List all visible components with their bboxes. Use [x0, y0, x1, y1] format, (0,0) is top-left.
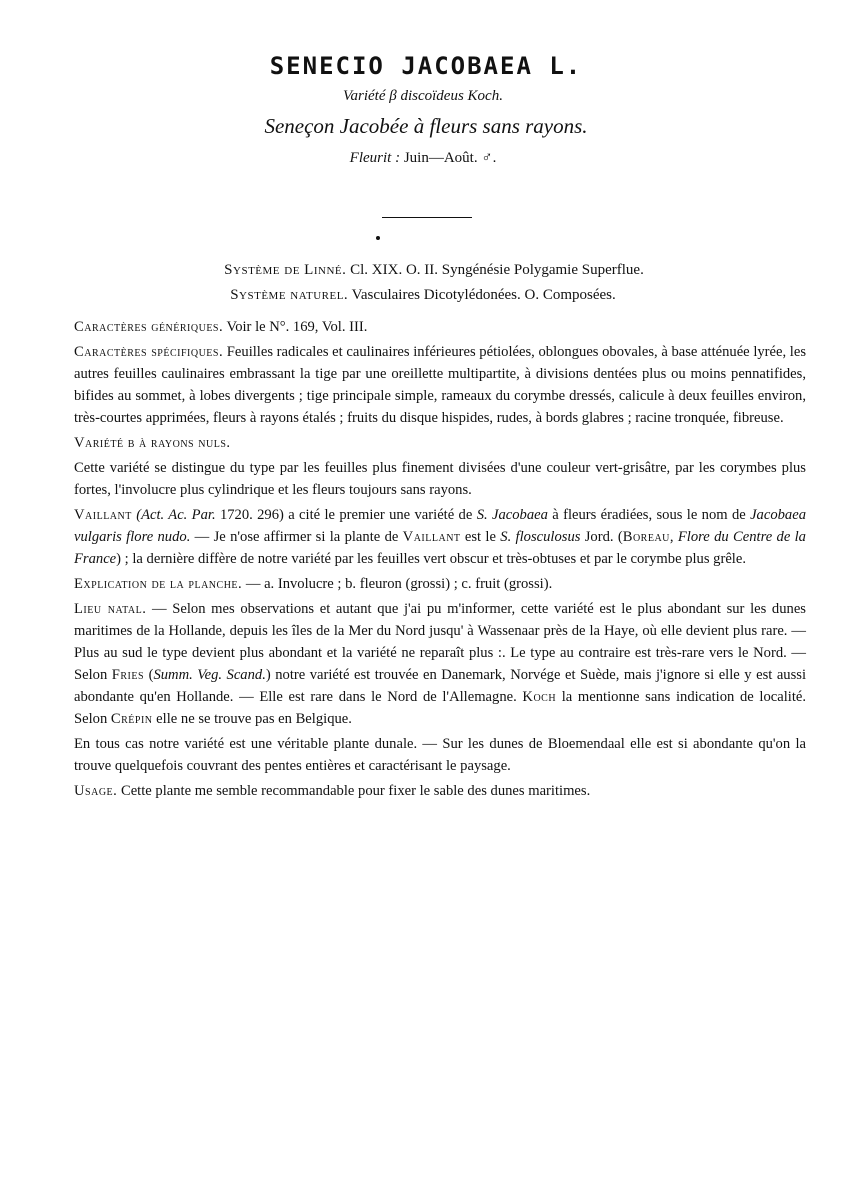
variety-label: Variété β à rayons nuls. [74, 435, 231, 451]
system-linne-text: Cl. XIX. O. II. Syngénésie Polygamie Superflue. [350, 262, 644, 278]
specific-label: Caractères spécifiques. [74, 344, 224, 360]
lieu-text-5: elle ne se trouve pas en Belgique. [152, 711, 352, 727]
lieu-label: Lieu natal. [74, 601, 147, 617]
generic-text: Voir le N°. 169, Vol. III. [226, 319, 368, 335]
dunale-text: En tous cas notre variété est une véritable plante dunale. — Sur les dunes de Bloemendaal elle est si abondante qu'on la trouve quelquefois couvrant des pentes entières et caractérisant le paysage. [74, 736, 806, 774]
vaillant-italic-3: S. flosculosus [500, 529, 581, 545]
vaillant-italic-2: Jacobaea vulgaris flore nudo. [74, 507, 806, 545]
french-name: Seneçon Jacobée à fleurs sans rayons. [264, 114, 588, 138]
vaillant-paragraph [74, 504, 806, 570]
system-naturel-text: Vasculaires Dicotylédonées. O. Composées. [351, 287, 616, 303]
generic-characters [74, 316, 806, 338]
lieu-text-2: ( [144, 667, 154, 683]
variety-heading [74, 432, 806, 454]
divider-dot [376, 236, 380, 240]
vaillant-italic-1: S. Jacobaea [476, 507, 548, 523]
specific-text: Feuilles radicales et caulinaires inférieures pétiolées, oblongues obovales, à base atténuée lyrée, les autres feuilles caulinaires embrassant la tige par une oreillette multipartite, à divisions dentées plus ou moins pennatifides, bifides au sommet, à lobes divergents ; tige principale simple, rameaux du corymbe dressés, calicule à deux feuilles environ, très-courtes apprimées, fleurs à rayons étalés ; fruits du disque hispides, rudes, à bords glabres ; racine tronquée, fibreuse. [74, 344, 807, 426]
flowering-label: Fleurit : [349, 150, 401, 166]
body-text [74, 316, 806, 805]
system-naturel [0, 287, 846, 304]
vaillant-ref: (Act. Ac. Par. [136, 507, 216, 523]
flowering-value: Juin—Août. ♂. [403, 150, 497, 166]
vaillant-smallcaps-2: Boreau [622, 529, 670, 545]
lieu-smallcaps-1: Fries [111, 667, 145, 683]
vaillant-smallcaps-1: Vaillant [402, 529, 461, 545]
explication-text: — a. Involucre ; b. fleuron (grossi) ; c. fruit (grossi). [245, 576, 553, 592]
generic-label: Caractères génériques. [74, 319, 224, 335]
native-place [74, 598, 806, 730]
system-linne-label: Système de Linné. [224, 262, 347, 278]
plate-explanation [74, 573, 806, 595]
variety-description [74, 457, 806, 501]
vaillant-text-7: ) ; la dernière diffère de notre variété par les feuilles vert obscur et très-obtuses et par le corymbe plus grêle. [116, 551, 746, 567]
lieu-smallcaps-3: Crépin [110, 711, 153, 727]
system-naturel-label: Système naturel. [230, 287, 349, 303]
lieu-smallcaps-2: Koch [522, 689, 557, 705]
flowering-line [0, 150, 846, 167]
lieu-text-4: la mentionne sans indication de localité. Selon [74, 689, 807, 727]
dunale-paragraph [74, 733, 806, 777]
lieu-italic-1: Summ. Veg. Scand. [153, 667, 266, 683]
specific-characters [74, 341, 806, 429]
divider-rule [382, 217, 472, 218]
usage-paragraph [74, 780, 806, 802]
vaillant-text-4: est le [460, 529, 501, 545]
page-title: SENECIO JACOBAEA L. [269, 52, 583, 80]
usage-label: Usage. [74, 783, 118, 799]
vaillant-italic-4: Flore du Centre de la France [74, 529, 806, 567]
vaillant-text-6: , [669, 529, 678, 545]
lieu-text-1: — Selon mes observations et autant que j'ai pu m'informer, cette variété est le plus abondant sur les dunes maritimes de la Hollande, depuis les îles de la Mer du Nord jusqu' à Wassenaar près de la Haye, où elle devient plus rare. — Plus au sud le type devient plus abondant et la variété ne reparaît plus :. Le type au contraire est très-rare vers le Nord. — Selon [74, 601, 806, 683]
vaillant-text-1: 1720. 296) a cité le premier une variété de [215, 507, 477, 523]
variety-text: Cette variété se distingue du type par les feuilles plus finement divisées d'une couleur vert-grisâtre, par les corymbes plus fortes, l'involucre plus cylindrique et les fleurs toujours sans rayons. [74, 460, 806, 498]
vaillant-label: Vaillant [74, 507, 132, 523]
lieu-text-3: ) notre variété est trouvée en Danemark, Norvége et Suède, mais j'ignore si elle y est aussi abondante qu'en Hollande. — Elle est rare dans le Nord de l'Allemagne. [74, 667, 807, 705]
vaillant-text-2: à fleurs éradiées, sous le nom de [547, 507, 751, 523]
variety-subtitle: Variété β discoïdeus Koch. [343, 88, 503, 104]
system-linne [0, 262, 868, 279]
explication-label: Explication de la planche. [74, 576, 243, 592]
vaillant-text-3: — Je n'ose affirmer si la plante de [190, 529, 403, 545]
usage-text: Cette plante me semble recommandable pour fixer le sable des dunes maritimes. [120, 783, 591, 799]
vaillant-text-5: Jord. ( [580, 529, 623, 545]
